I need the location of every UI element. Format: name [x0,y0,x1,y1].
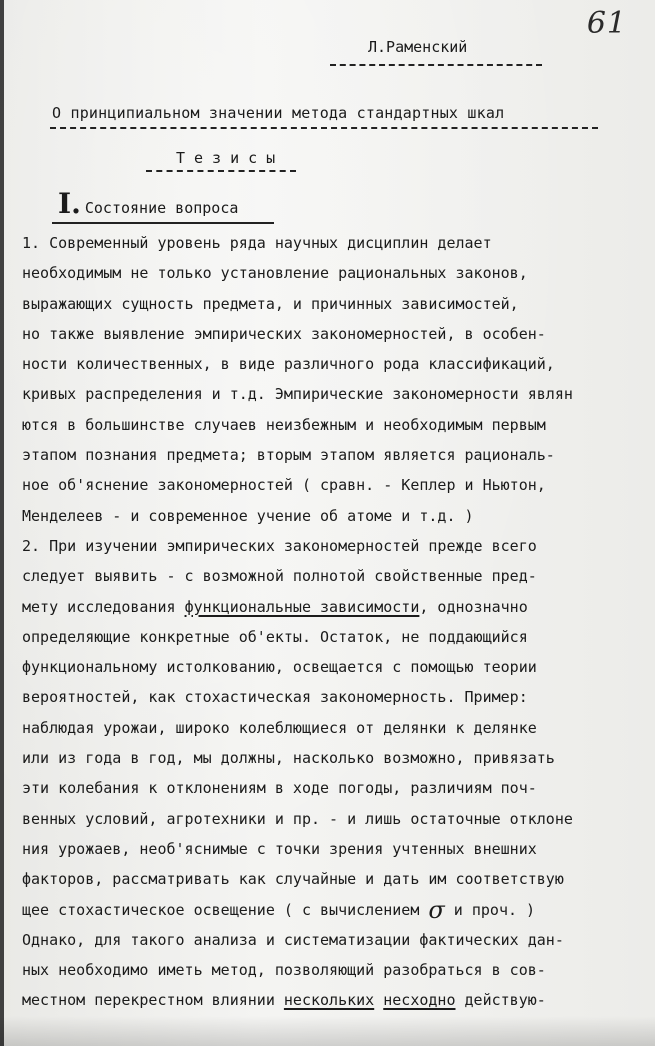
text-line: определяющие конкретные об'екты. Остаток, не поддающийся [22,627,528,646]
text-line: ния урожаев, необ'яснимые с точки зрения учтенных внешних [22,839,537,858]
title-underline [50,127,598,129]
underlined-word: нескольких [283,991,375,1010]
text-line: наблюдая урожаи, широко колеблющиеся от делянки к делянке [22,718,537,737]
text-line: 1. Современный уровень ряда научных дисциплин делает [22,234,492,252]
text-line: этапом познания предмета; вторым этапом является рациональ- [22,446,555,465]
text-line: следует выявить - с возможной полнотой свойственные пред- [22,567,537,586]
section-heading [58,187,239,220]
sigma-symbol: σ [428,895,445,924]
text-line: ности количественных, в виде различного рода классификаций, [22,355,555,374]
handwritten-page-number: 61 [586,6,627,41]
text-segment: и проч. ) [444,900,536,919]
text-line: Менделеев - и современное учение об атоме и т.д. ) [22,506,474,525]
underlined-phrase: функциональные зависимости [184,597,420,616]
text-segment: щее стохастическое освещение ( с вычислением [22,900,420,919]
text-line: 2. При изучении эмпирических закономерностей прежде всего [22,536,537,555]
text-line: но также выявление эмпирических закономерностей, в особен- [22,324,546,343]
subtitle-underline [146,170,296,172]
body-text [22,228,654,1016]
text-line: венных условий, агротехники и пр. - и лишь остаточные отклоне [22,809,573,828]
author-underline [330,64,542,66]
text-line: вероятностей, как стохастическая закономерность. Пример: [22,688,528,707]
text-segment: местном перекрестном влиянии [22,991,275,1010]
text-line: факторов, рассматривать как случайные и дать им соответствую [22,870,564,889]
text-line-with-sigma [22,895,654,925]
text-line: функциональному истолкованию, освещается с помощью теории [22,658,537,677]
document-subtitle: Тезисы [176,149,285,167]
text-line: мету исследования функциональные зависимости, однозначно [22,597,528,616]
text-line-last [22,985,654,1015]
text-line: эти колебания к отклонениям в ходе погоды, различиям поч- [22,779,537,798]
text-line: Однако, для такого анализа и систематизации фактических дан- [22,930,564,949]
section-number: I. [58,187,81,220]
underlined-word: несходно [383,991,456,1010]
document-title: О принципиальном значении метода стандартных шкал [52,104,505,122]
text-line: ются в большинстве случаев неизбежным и необходимым первым [22,415,546,434]
text-line: ных необходимо иметь метод, позволяющий разобраться в сов- [22,961,546,980]
text-line: или из года в год, мы должны, насколько возможно, привязать [22,749,555,768]
text-line: ное об'яснение закономерностей ( сравн. - Кеплер и Ньютон, [22,476,546,495]
author-name: Л.Раменский [368,38,468,56]
scan-edge [0,0,4,1046]
section-title: Состояние вопроса [84,199,239,217]
scan-shadow [0,1016,655,1046]
text-line: необходимым не только установление рациональных законов, [22,264,528,283]
section-underline [52,222,274,224]
text-segment: действую- [464,991,546,1010]
text-line: кривых распределения и т.д. Эмпирические закономерности являн [22,385,573,404]
text-line: выражающих сущность предмета, и причинных зависимостей, [22,294,519,313]
